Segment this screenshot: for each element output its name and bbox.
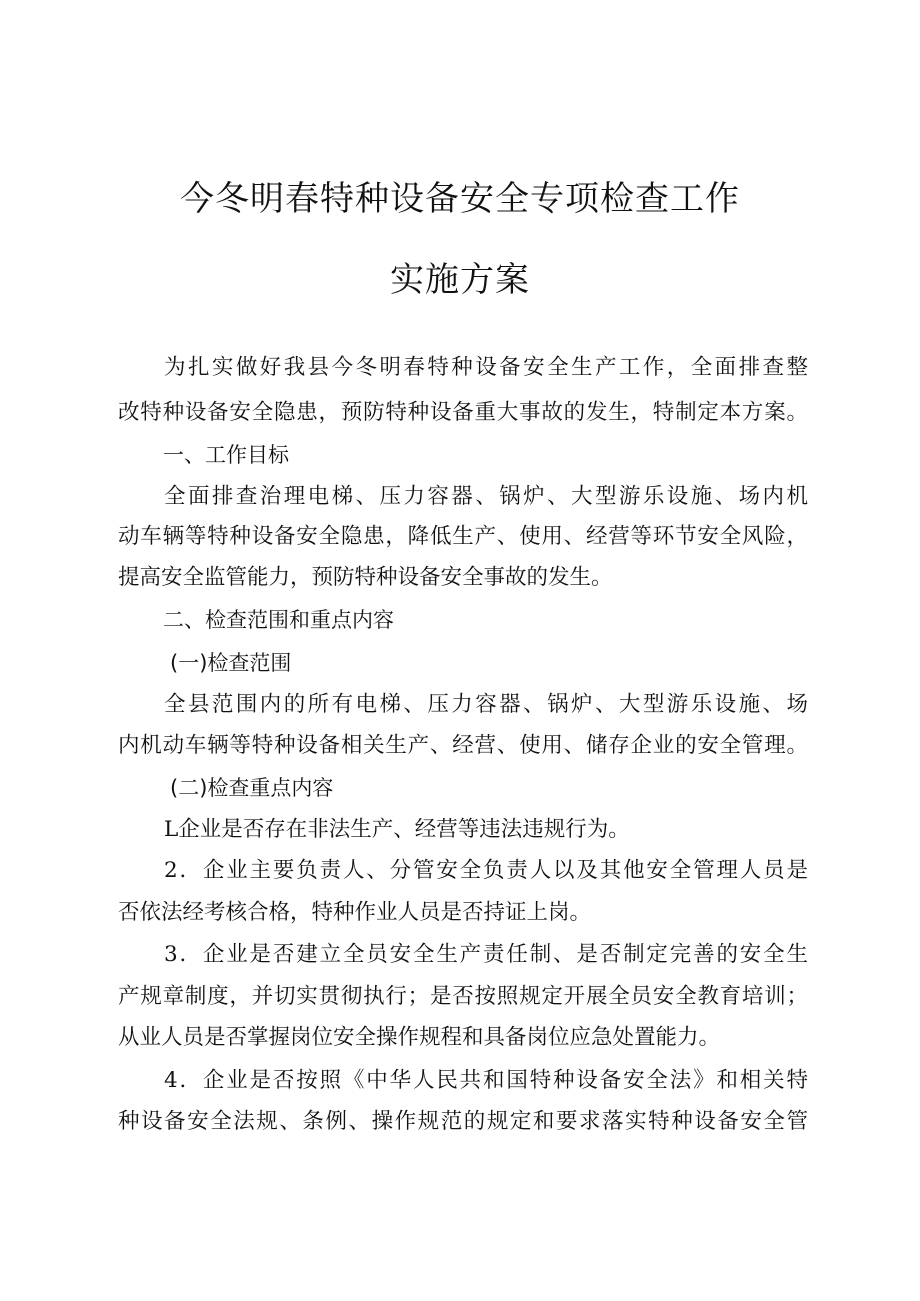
section-1-line-1: 全面排查治理电梯、压力容器、锅炉、大型游乐设施、场内机 [164, 484, 808, 509]
item-2-line-1: 2．企业主要负责人、分管安全负责人以及其他安全管理人员是 [164, 858, 808, 883]
subsection-1-line-2: 内机动车辆等特种设备相关生产、经营、使用、储存企业的安全管理。 [118, 733, 808, 758]
subsection-1-heading: (一)检查范围 [170, 651, 292, 675]
item-2-line-2: 否依法经考核合格，特种作业人员是否持证上岗。 [118, 900, 592, 925]
section-1-heading: 一、工作目标 [163, 443, 289, 467]
document-title-line-2: 实施方案 [390, 260, 530, 300]
intro-paragraph-line-1: 为扎实做好我县今冬明春特种设备安全生产工作，全面排查整 [164, 355, 808, 380]
item-4-line-2: 种设备安全法规、条例、操作规范的规定和要求落实特种设备安全管 [118, 1109, 808, 1134]
section-1-line-2: 动车辆等特种设备安全隐患，降低生产、使用、经营等环节安全风险， [118, 524, 808, 549]
subsection-2-heading: (二)检查重点内容 [170, 776, 334, 800]
item-1-line-1: L企业是否存在非法生产、经营等违法违规行为。 [164, 817, 630, 842]
intro-paragraph-line-2: 改特种设备安全隐患，预防特种设备重大事故的发生，特制定本方案。 [118, 400, 808, 425]
document-title-line-1: 今冬明春特种设备安全专项检查工作 [180, 179, 740, 219]
item-4-line-1: 4．企业是否按照《中华人民共和国特种设备安全法》和相关特 [164, 1068, 808, 1093]
item-3-line-1: 3．企业是否建立全员安全生产责任制、是否制定完善的安全生 [164, 942, 808, 967]
section-2-heading: 二、检查范围和重点内容 [163, 608, 394, 632]
section-1-line-3: 提高安全监管能力，预防特种设备安全事故的发生。 [118, 565, 613, 590]
item-3-line-3: 从业人员是否掌握岗位安全操作规程和具备岗位应急处置能力。 [118, 1025, 721, 1050]
item-3-line-2: 产规章制度，并切实贯彻执行；是否按照规定开展全员安全教育培训； [118, 984, 808, 1009]
subsection-1-line-1: 全县范围内的所有电梯、压力容器、锅炉、大型游乐设施、场 [164, 692, 808, 717]
